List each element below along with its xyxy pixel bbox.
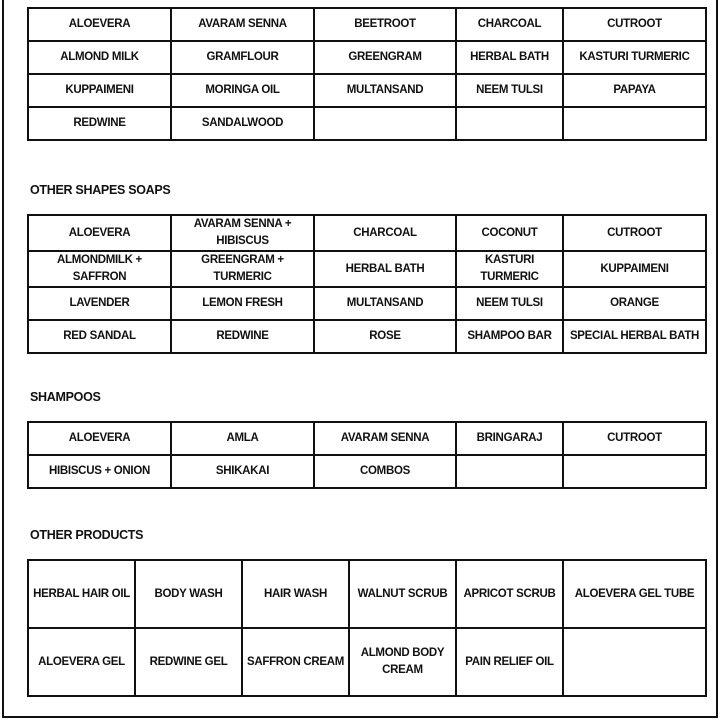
empty-cell xyxy=(314,107,456,140)
other-products-table xyxy=(27,559,707,697)
table-cell: CUTROOT xyxy=(563,215,706,251)
table-cell: GREENGRAM + TURMERIC xyxy=(171,251,314,287)
table-row xyxy=(28,41,706,74)
other-shapes-soaps-table xyxy=(27,214,707,354)
table-cell: CUTROOT xyxy=(563,8,706,41)
table-cell: COCONUT xyxy=(456,215,563,251)
table-row xyxy=(28,287,706,320)
table-cell: PAIN RELIEF OIL xyxy=(456,628,563,696)
table-cell: SPECIAL HERBAL BATH xyxy=(563,320,706,353)
table-cell: MORINGA OIL xyxy=(171,74,314,107)
table-row xyxy=(28,422,706,455)
table-cell: SAFFRON CREAM xyxy=(242,628,349,696)
table-cell: BRINGARAJ xyxy=(456,422,563,455)
table-row xyxy=(28,107,706,140)
table-cell: CHARCOAL xyxy=(314,215,456,251)
table-cell: PAPAYA xyxy=(563,74,706,107)
table-cell: ORANGE xyxy=(563,287,706,320)
table-cell: WALNUT SCRUB xyxy=(349,560,456,628)
table-cell: MULTANSAND xyxy=(314,74,456,107)
table-cell: ALOEVERA xyxy=(28,8,171,41)
shampoos-table xyxy=(27,421,707,489)
table-cell: KUPPAIMENI xyxy=(563,251,706,287)
table-cell: SHIKAKAI xyxy=(171,455,314,488)
table-row xyxy=(28,455,706,488)
table-row xyxy=(28,560,706,628)
table-row xyxy=(28,320,706,353)
table-row xyxy=(28,251,706,287)
empty-cell xyxy=(563,628,706,696)
table-cell: RED SANDAL xyxy=(28,320,171,353)
table-cell: KASTURI TURMERIC xyxy=(456,251,563,287)
table-cell: LAVENDER xyxy=(28,287,171,320)
section-heading-other-shapes-soaps: OTHER SHAPES SOAPS xyxy=(30,183,171,197)
table-cell: ALMONDMILK + SAFFRON xyxy=(28,251,171,287)
table-row xyxy=(28,628,706,696)
table-cell: HERBAL HAIR OIL xyxy=(28,560,135,628)
table-cell: BEETROOT xyxy=(314,8,456,41)
table-cell: NEEM TULSI xyxy=(456,74,563,107)
table-row xyxy=(28,74,706,107)
table-cell: NEEM TULSI xyxy=(456,287,563,320)
table-row xyxy=(28,8,706,41)
table-cell: ALMOND MILK xyxy=(28,41,171,74)
soaps-table xyxy=(27,7,707,141)
table-cell: ALOEVERA GEL TUBE xyxy=(563,560,706,628)
table-cell: HIBISCUS + ONION xyxy=(28,455,171,488)
table-cell: KASTURI TURMERIC xyxy=(563,41,706,74)
table-cell: AMLA xyxy=(171,422,314,455)
table-cell: ALOEVERA xyxy=(28,422,171,455)
table-cell: COMBOS xyxy=(314,455,456,488)
table-row xyxy=(28,215,706,251)
table-cell: AVARAM SENNA xyxy=(314,422,456,455)
table-cell: AVARAM SENNA xyxy=(171,8,314,41)
table-cell: REDWINE xyxy=(28,107,171,140)
table-cell: GRAMFLOUR xyxy=(171,41,314,74)
section-heading-other-products: OTHER PRODUCTS xyxy=(30,528,144,542)
table-cell: ALMOND BODY CREAM xyxy=(349,628,456,696)
empty-cell xyxy=(456,107,563,140)
table-cell: SANDALWOOD xyxy=(171,107,314,140)
table-cell: SHAMPOO BAR xyxy=(456,320,563,353)
section-heading-shampoos: SHAMPOOS xyxy=(30,390,101,404)
table-cell: LEMON FRESH xyxy=(171,287,314,320)
table-cell: ROSE xyxy=(314,320,456,353)
empty-cell xyxy=(456,455,563,488)
empty-cell xyxy=(563,455,706,488)
table-cell: BODY WASH xyxy=(135,560,242,628)
empty-cell xyxy=(563,107,706,140)
table-cell: GREENGRAM xyxy=(314,41,456,74)
table-cell: ALOEVERA GEL xyxy=(28,628,135,696)
table-cell: REDWINE xyxy=(171,320,314,353)
table-cell: CHARCOAL xyxy=(456,8,563,41)
table-cell: ALOEVERA xyxy=(28,215,171,251)
table-cell: HAIR WASH xyxy=(242,560,349,628)
table-cell: REDWINE GEL xyxy=(135,628,242,696)
table-cell: CUTROOT xyxy=(563,422,706,455)
table-cell: APRICOT SCRUB xyxy=(456,560,563,628)
table-cell: HERBAL BATH xyxy=(314,251,456,287)
table-cell: MULTANSAND xyxy=(314,287,456,320)
table-cell: HERBAL BATH xyxy=(456,41,563,74)
table-cell: AVARAM SENNA + HIBISCUS xyxy=(171,215,314,251)
table-cell: KUPPAIMENI xyxy=(28,74,171,107)
